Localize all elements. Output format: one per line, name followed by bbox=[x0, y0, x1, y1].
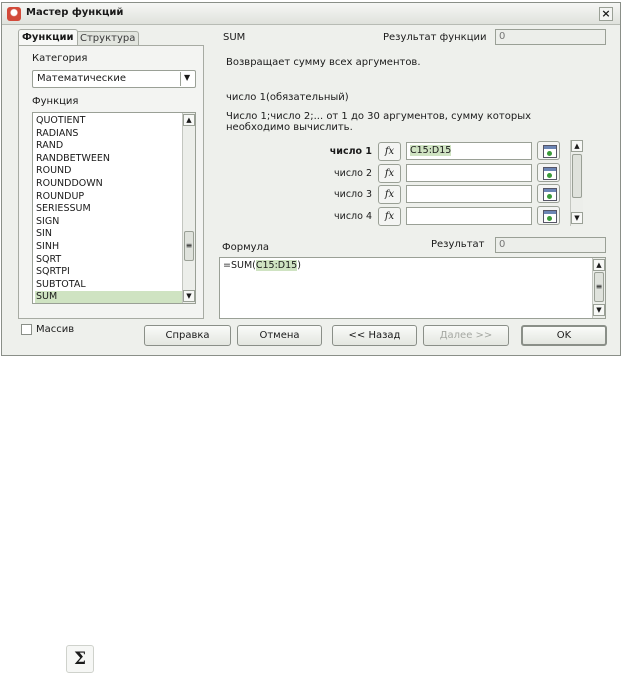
next-button[interactable]: Далее >> bbox=[423, 325, 509, 346]
scroll-thumb[interactable]: ≡ bbox=[594, 272, 604, 302]
function-list-item[interactable]: QUOTIENT bbox=[36, 115, 86, 126]
array-checkbox[interactable] bbox=[21, 324, 32, 335]
scroll-thumb[interactable] bbox=[572, 154, 582, 198]
function-list-item[interactable]: SIN bbox=[36, 228, 52, 240]
function-list-item[interactable]: SUBTOTAL bbox=[36, 278, 86, 290]
fx-button-3[interactable]: fx bbox=[378, 185, 401, 204]
shrink-icon bbox=[543, 210, 557, 223]
shrink-button-2[interactable] bbox=[537, 163, 560, 182]
scroll-down-icon[interactable]: ▼ bbox=[571, 212, 583, 224]
chevron-down-icon[interactable]: ▼ bbox=[184, 73, 191, 82]
function-list-item[interactable]: RAND bbox=[36, 140, 64, 152]
formula-scrollbar[interactable] bbox=[592, 258, 605, 318]
fx-button-4[interactable]: fx bbox=[378, 207, 401, 226]
cancel-button[interactable]: Отмена bbox=[237, 325, 322, 346]
formula-prefix: =SUM( bbox=[223, 260, 256, 271]
function-description: Возвращает сумму всех аргументов. bbox=[226, 57, 421, 68]
category-select[interactable]: Математические bbox=[32, 70, 196, 88]
scroll-up-icon[interactable]: ▲ bbox=[593, 259, 605, 271]
arg-label-1: число 1 bbox=[329, 146, 372, 157]
function-list-item[interactable]: SQRT bbox=[36, 253, 62, 265]
shrink-button-4[interactable] bbox=[537, 206, 560, 225]
argument-title: число 1(обязательный) bbox=[226, 92, 349, 103]
ok-button[interactable]: OK bbox=[521, 325, 607, 346]
function-list-scrollbar[interactable] bbox=[182, 113, 195, 303]
arg-input-1-value: C15:D15 bbox=[410, 145, 452, 156]
fx-button-2[interactable]: fx bbox=[378, 164, 401, 183]
function-list-item[interactable]: SERIESSUM bbox=[36, 203, 91, 215]
function-list-item[interactable]: SINH bbox=[36, 241, 60, 252]
arg-label-3: число 3 bbox=[334, 189, 372, 200]
function-name: SUM bbox=[223, 32, 246, 43]
function-list-item[interactable]: SUM bbox=[35, 291, 182, 304]
arg-label-4: число 4 bbox=[334, 211, 372, 222]
array-label: Массив bbox=[36, 324, 75, 335]
function-list-item[interactable]: RADIANS bbox=[36, 127, 79, 139]
tab-functions[interactable]: Функции bbox=[18, 29, 78, 45]
fx-button-1[interactable]: fx bbox=[378, 142, 401, 161]
arg-input-3[interactable] bbox=[406, 185, 532, 203]
function-result-field: 0 bbox=[495, 29, 606, 45]
function-list-item[interactable]: SQRTPI bbox=[36, 266, 70, 278]
result-field: 0 bbox=[495, 237, 606, 253]
function-list-item[interactable]: SIGN bbox=[36, 215, 60, 227]
formula-label: Формула bbox=[222, 242, 270, 253]
function-label: Функция bbox=[32, 96, 79, 107]
arg-label-2: число 2 bbox=[334, 168, 372, 179]
scroll-thumb[interactable]: ≡ bbox=[184, 231, 194, 261]
app-icon bbox=[7, 7, 21, 21]
formula-suffix: ) bbox=[297, 260, 301, 271]
arg-input-2[interactable] bbox=[406, 164, 532, 182]
function-list[interactable] bbox=[32, 112, 196, 304]
function-list-item[interactable]: ROUNDDOWN bbox=[36, 178, 103, 189]
tab-structure[interactable]: Структура bbox=[76, 31, 139, 45]
result-label: Результат bbox=[431, 239, 485, 250]
shrink-icon bbox=[543, 145, 557, 158]
help-button[interactable]: Справка bbox=[144, 325, 231, 346]
scroll-down-icon[interactable]: ▼ bbox=[593, 304, 605, 316]
formula-editor[interactable] bbox=[219, 257, 606, 319]
argument-description: Число 1;число 2;... от 1 до 30 аргументов, сумму которых необходимо вычислить. bbox=[226, 111, 532, 133]
close-button[interactable]: × bbox=[599, 7, 613, 21]
function-list-item[interactable]: ROUNDUP bbox=[36, 190, 85, 202]
formula-reference: C15:D15 bbox=[255, 260, 298, 271]
scroll-down-icon[interactable]: ▼ bbox=[183, 290, 195, 302]
formula-text bbox=[223, 260, 301, 271]
shrink-button-1[interactable] bbox=[537, 141, 560, 160]
function-result-label: Результат функции bbox=[383, 32, 487, 43]
sigma-icon: Σ bbox=[66, 645, 94, 673]
scroll-up-icon[interactable]: ▲ bbox=[571, 140, 583, 152]
category-divider bbox=[180, 72, 181, 86]
window-title: Мастер функций bbox=[26, 7, 124, 18]
arg-input-4[interactable] bbox=[406, 207, 532, 225]
shrink-icon bbox=[543, 188, 557, 201]
arguments-scrollbar[interactable] bbox=[570, 140, 583, 226]
scroll-up-icon[interactable]: ▲ bbox=[183, 114, 195, 126]
function-list-item[interactable]: ROUND bbox=[36, 165, 72, 177]
function-list-item[interactable]: RANDBETWEEN bbox=[36, 152, 110, 164]
back-button[interactable]: << Назад bbox=[332, 325, 417, 346]
shrink-button-3[interactable] bbox=[537, 184, 560, 203]
arg-input-1[interactable] bbox=[406, 142, 532, 160]
title-bar[interactable] bbox=[2, 3, 620, 25]
shrink-icon bbox=[543, 167, 557, 180]
category-label: Категория bbox=[32, 53, 88, 64]
